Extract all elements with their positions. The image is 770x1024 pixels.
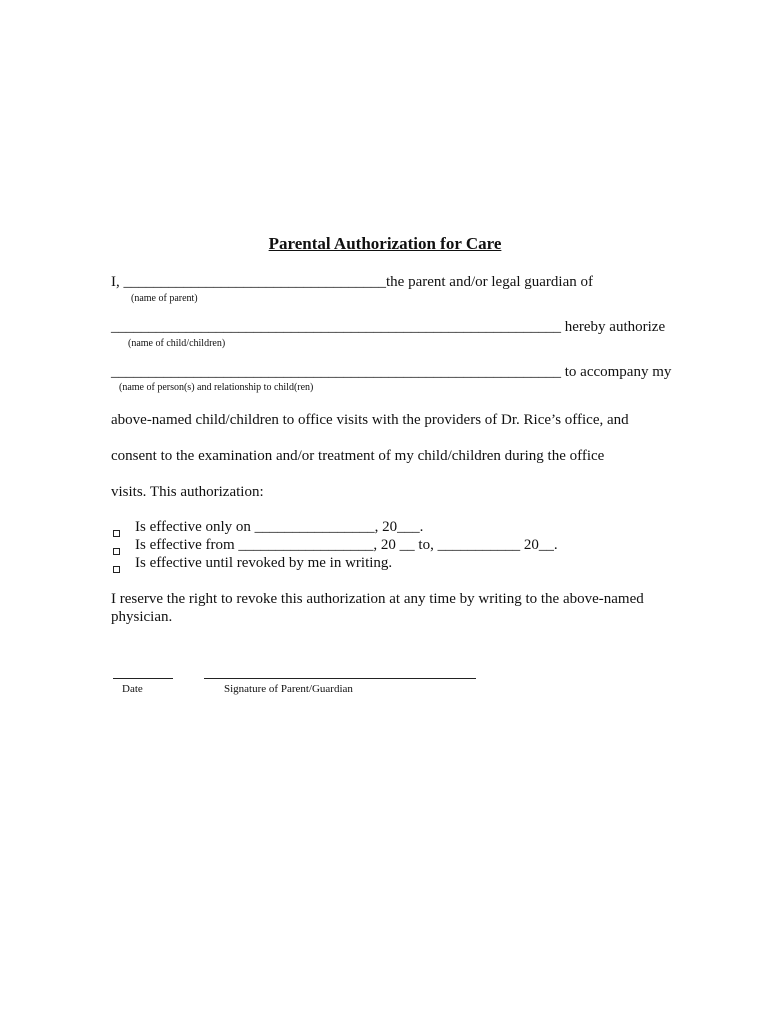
accompany-line-suffix: to accompany my: [561, 364, 672, 380]
accompany-person-caption: (name of person(s) and relationship to child(ren): [119, 382, 314, 393]
date-signature-line[interactable]: [113, 678, 173, 679]
option-label: Is effective until revoked by me in writing.: [135, 555, 393, 571]
checkbox-icon[interactable]: [113, 566, 120, 573]
option-label: Is effective only on ________________, 20___.: [135, 519, 424, 535]
child-name-blank[interactable]: ____________________________________________________________: [111, 319, 561, 335]
parent-prefix: I,: [111, 274, 124, 290]
child-line-suffix: hereby authorize: [561, 319, 666, 335]
page-title: Parental Authorization for Care: [268, 234, 502, 253]
parent-name-caption: (name of parent): [131, 293, 198, 304]
option-checkbox[interactable]: [113, 560, 120, 578]
parent-name-line: [111, 274, 593, 291]
accompany-person-line: [111, 364, 671, 381]
option-checkbox[interactable]: [113, 524, 120, 542]
option-label: Is effective from __________________, 20 __ to, ___________ 20__.: [135, 537, 558, 553]
reserve-line: physician.: [111, 609, 173, 625]
reserve-line: I reserve the right to revoke this authorization at any time by writing to the above-named: [111, 591, 644, 607]
option-checkbox[interactable]: [113, 542, 120, 560]
parent-signature-line[interactable]: [204, 678, 476, 679]
paragraph-line: visits. This authorization:: [111, 484, 264, 500]
date-label: Date: [122, 683, 143, 695]
accompany-person-blank[interactable]: ____________________________________________________________: [111, 364, 561, 380]
checkbox-icon[interactable]: [113, 530, 120, 537]
paragraph-line: consent to the examination and/or treatment of my child/children during the office: [111, 448, 605, 464]
child-name-caption: (name of child/children): [128, 338, 226, 349]
child-name-line: [111, 319, 665, 336]
parent-name-blank[interactable]: ___________________________________: [123, 274, 386, 290]
paragraph-line: above-named child/children to office visits with the providers of Dr. Rice’s office, and: [111, 412, 629, 428]
signature-label: Signature of Parent/Guardian: [224, 683, 353, 695]
checkbox-icon[interactable]: [113, 548, 120, 555]
parent-line-suffix: the parent and/or legal guardian of: [386, 274, 593, 290]
